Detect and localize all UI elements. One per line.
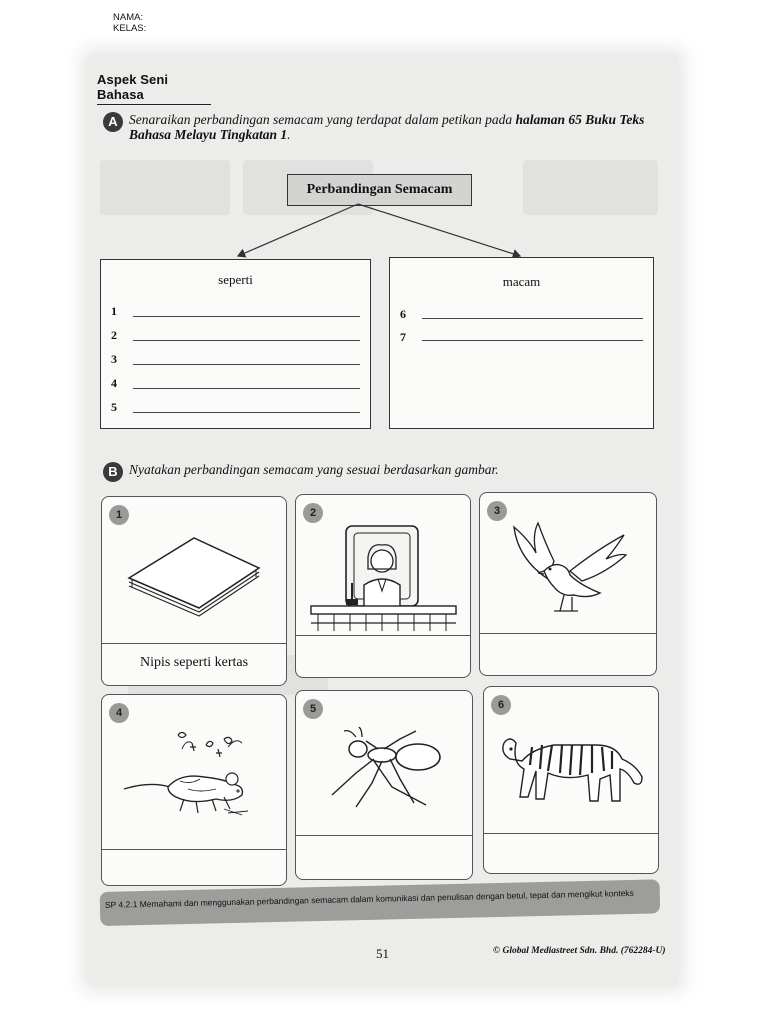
page-number: 51	[376, 946, 389, 961]
copyright-notice: © Global Mediastreet Sdn. Bhd. (762284-U)	[493, 946, 666, 956]
card-divider	[102, 849, 286, 850]
arrow-right	[358, 204, 520, 256]
instruction-text: Senaraikan perbandingan semacam yang terdapat dalam petikan pada	[129, 112, 516, 127]
section-b-instruction: Nyatakan perbandingan semacam yang sesuai berdasarkan gambar.	[129, 462, 499, 477]
section-b-badge: B	[103, 462, 123, 482]
seperti-box	[100, 259, 371, 429]
tiger-icon	[496, 725, 651, 810]
answer-line-5[interactable]	[133, 412, 360, 413]
answer-line-3[interactable]	[133, 364, 360, 365]
card-number: 4	[109, 703, 129, 723]
nama-label: NAMA:	[113, 12, 144, 23]
picture-card-3	[479, 492, 657, 676]
learning-standard-text: SP 4.2.1 Memahami dan menggunakan perbandingan semacam dalam komunikasi dan penulisan dengan betul, tepat dan mengikut konteks	[104, 887, 634, 910]
card-divider	[102, 643, 286, 644]
arrow-left	[238, 204, 358, 256]
kelas-label: KELAS:	[113, 23, 147, 34]
card-number: 1	[109, 505, 129, 525]
instruction-bold-text: halaman 65 Buku Teks Bahasa Melayu Tingkatan 1	[129, 112, 645, 142]
answer-line-7[interactable]	[422, 340, 643, 341]
section-a-badge: A	[103, 112, 123, 132]
answer-line-4[interactable]	[133, 388, 360, 389]
paper-stack-icon	[124, 533, 264, 618]
macam-heading: macam	[502, 274, 541, 289]
picture-card-5	[295, 690, 473, 880]
answer-line-1[interactable]	[133, 316, 360, 317]
item-number: 2	[111, 328, 117, 342]
dove-icon	[508, 519, 628, 619]
card-divider	[480, 633, 656, 634]
seperti-heading: seperti	[218, 272, 253, 287]
connector-arrows	[0, 0, 768, 270]
item-number: 5	[111, 400, 117, 414]
item-number: 4	[111, 376, 117, 390]
picture-card-1	[101, 496, 287, 686]
item-number: 7	[400, 330, 406, 344]
item-number: 1	[111, 304, 117, 318]
macam-box	[389, 257, 654, 429]
dead-rat-icon	[120, 729, 270, 824]
picture-card-6	[483, 686, 659, 874]
card-number: 2	[303, 503, 323, 523]
card-number: 3	[487, 501, 507, 521]
picture-card-4	[101, 694, 287, 886]
judge-icon	[306, 521, 461, 636]
card-number: 6	[491, 695, 511, 715]
card-caption[interactable]: Nipis seperti kertas	[139, 655, 249, 670]
card-number: 5	[303, 699, 323, 719]
answer-line-2[interactable]	[133, 340, 360, 341]
center-title-box: Perbandingan Semacam	[287, 174, 472, 206]
card-divider	[296, 635, 470, 636]
instruction-end: .	[287, 127, 291, 142]
picture-card-2	[295, 494, 471, 678]
item-number: 6	[400, 307, 406, 321]
item-number: 3	[111, 352, 117, 366]
card-divider	[484, 833, 658, 834]
answer-line-6[interactable]	[422, 318, 643, 319]
ant-icon	[316, 727, 456, 812]
card-divider	[296, 835, 472, 836]
aspect-title: Aspek Seni Bahasa	[97, 72, 211, 105]
